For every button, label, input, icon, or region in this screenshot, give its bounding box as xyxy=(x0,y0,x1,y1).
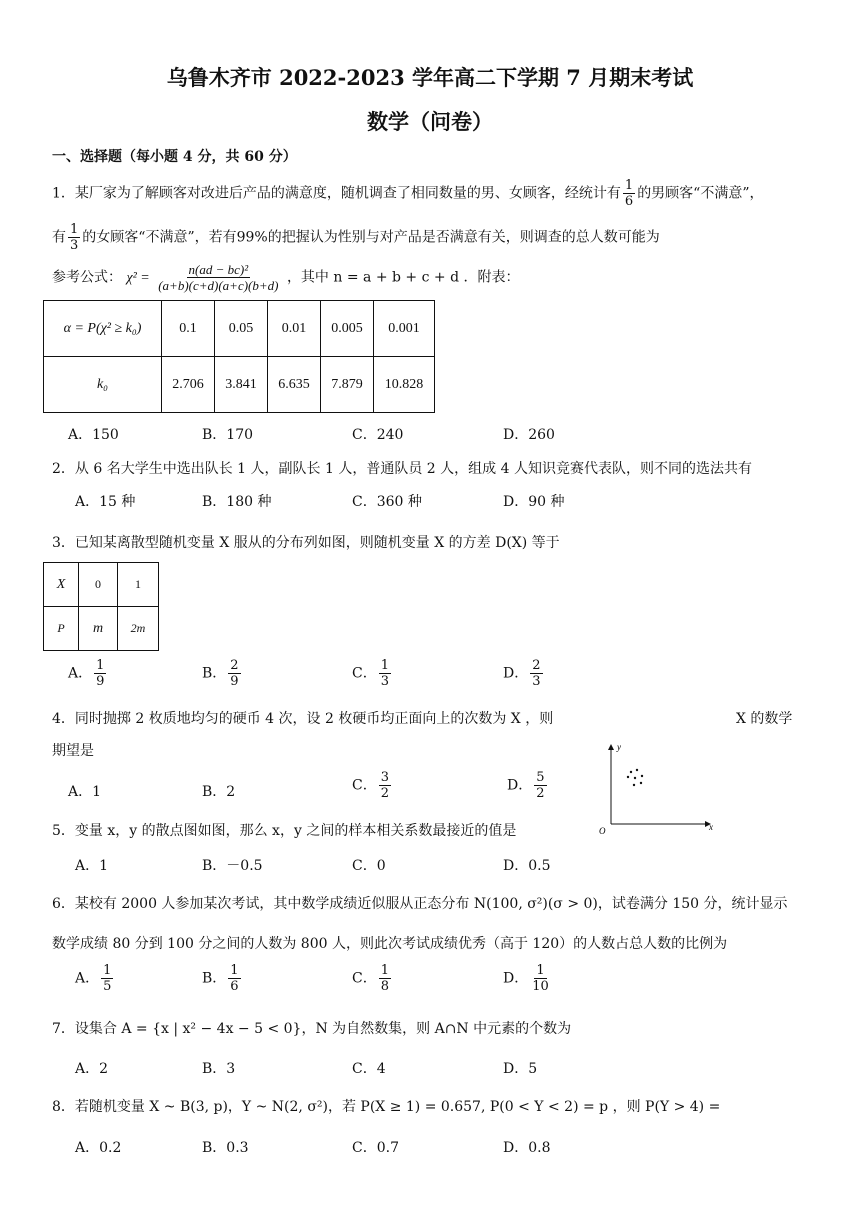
q2-option-d[interactable]: D．90 种 xyxy=(503,494,565,510)
frac-den: 8 xyxy=(380,979,389,994)
q2-option-a[interactable]: A．15 种 xyxy=(75,494,136,510)
option-label: A． xyxy=(68,665,93,682)
q1-option-c[interactable]: C．240 xyxy=(352,427,404,443)
q1-formula xyxy=(52,262,520,293)
table-header-alpha: α = P(χ² ≥ k₀) xyxy=(44,301,162,357)
scatter-point xyxy=(630,771,632,773)
option-label: B． xyxy=(202,970,227,987)
scatter-point xyxy=(636,769,638,771)
scatter-point xyxy=(633,784,635,786)
q4-option-c[interactable] xyxy=(352,770,393,801)
q8-option-c[interactable]: C．0.7 xyxy=(352,1140,399,1156)
dist-cell: 2m xyxy=(118,607,159,651)
q1-fraction-1 xyxy=(623,178,635,209)
scatter-plot-figure xyxy=(595,740,725,840)
frac-den: 6 xyxy=(230,979,239,994)
q1-text-c: 有 xyxy=(52,229,66,246)
formula-fraction xyxy=(156,262,280,293)
q8-option-d[interactable]: D．0.8 xyxy=(503,1140,551,1156)
page-subtitle: 数学（问卷） xyxy=(367,109,493,134)
q6-option-c[interactable] xyxy=(352,963,393,994)
formula-label: 参考公式： xyxy=(52,269,122,286)
frac-den: 9 xyxy=(230,674,239,689)
table-cell: 6.635 xyxy=(268,357,321,413)
q5-option-c[interactable]: C．0 xyxy=(352,858,386,874)
q5-option-a[interactable]: A．1 xyxy=(75,858,109,874)
q4-option-d[interactable] xyxy=(507,770,549,801)
critical-value-table xyxy=(43,300,435,413)
scatter-point xyxy=(641,775,643,777)
question-4-a: 4．同时抛掷 2 枚质地均匀的硬币 4 次，设 2 枚硬币均正面向上的次数为 X ，则 xyxy=(52,711,554,727)
option-label: C． xyxy=(352,970,377,987)
table-cell: 0.005 xyxy=(321,301,374,357)
y-axis-label: y xyxy=(617,742,621,752)
formula-num: n(ad − bc)² xyxy=(188,262,249,277)
option-label: C． xyxy=(352,777,377,794)
frac-den: 10 xyxy=(532,979,549,994)
q6-option-a[interactable] xyxy=(75,963,115,994)
q6-option-b[interactable] xyxy=(202,963,243,994)
dist-cell: X xyxy=(44,563,79,607)
q1-option-b[interactable]: B．170 xyxy=(202,427,254,443)
frac-den: 2 xyxy=(380,786,389,801)
y-axis-arrow xyxy=(608,744,614,750)
table-cell: 0.01 xyxy=(268,301,321,357)
frac-num: 1 xyxy=(103,963,112,978)
question-6-line1: 6．某校有 2000 人参加某次考试，其中数学成绩近似服从正态分布 N(100, σ²)(σ > 0)，试卷满分 150 分，统计显示 xyxy=(52,896,788,912)
table-header-k0: k₀ xyxy=(44,357,162,413)
q1-option-a[interactable]: A．150 xyxy=(68,427,119,443)
q4-option-b[interactable]: B．2 xyxy=(202,784,236,800)
q1-text-a: 1．某厂家为了解顾客对改进后产品的满意度，随机调查了相同数量的男、女顾客，经统计有 xyxy=(52,185,621,202)
q7-option-b[interactable]: B．3 xyxy=(202,1061,236,1077)
frac-num: 1 xyxy=(70,222,79,237)
option-fraction xyxy=(534,770,546,801)
frac-den: 9 xyxy=(96,674,105,689)
frac-den: 3 xyxy=(70,238,79,253)
q7-option-c[interactable]: C．4 xyxy=(352,1061,386,1077)
option-fraction xyxy=(379,770,391,801)
q3-option-c[interactable] xyxy=(352,658,393,689)
frac-num: 2 xyxy=(230,658,239,673)
table-cell: 10.828 xyxy=(374,357,435,413)
q1-text-d: 的女顾客“不满意”，若有99%的把握认为性别与对产品是否满意有关，则调查的总人数可能为 xyxy=(82,229,660,246)
question-8: 8．若随机变量 X ~ B(3, p)，Y ~ N(2, σ²)，若 P(X ≥ 1) = 0.657, P(0 < Y < 2) = p ，则 P(Y > 4) = xyxy=(52,1099,721,1115)
q4-option-a[interactable]: A．1 xyxy=(68,784,102,800)
question-1-line2 xyxy=(52,222,660,253)
q1-option-d[interactable]: D．260 xyxy=(503,427,555,443)
section-heading: 一、选择题（每小题 4 分，共 60 分） xyxy=(52,149,297,165)
q2-option-b[interactable]: B．180 种 xyxy=(202,494,272,510)
question-4-c: 期望是 xyxy=(52,743,94,759)
question-2: 2．从 6 名大学生中选出队长 1 人，副队长 1 人，普通队员 2 人，组成 4 人知识竞赛代表队，则不同的选法共有 xyxy=(52,461,752,477)
frac-den: 5 xyxy=(103,979,112,994)
q7-option-d[interactable]: D．5 xyxy=(503,1061,538,1077)
frac-num: 2 xyxy=(532,658,541,673)
q8-option-b[interactable]: B．0.3 xyxy=(202,1140,249,1156)
option-fraction xyxy=(228,658,240,689)
frac-num: 1 xyxy=(230,963,239,978)
frac-num: 1 xyxy=(624,178,634,193)
option-label: A． xyxy=(75,970,100,987)
option-label: C． xyxy=(352,665,377,682)
origin-label: O xyxy=(599,826,606,836)
frac-num: 5 xyxy=(536,770,545,785)
question-5: 5．变量 x，y 的散点图如图，那么 x，y 之间的样本相关系数最接近的值是 xyxy=(52,823,517,839)
table-cell: 0.05 xyxy=(215,301,268,357)
frac-num: 1 xyxy=(96,658,105,673)
table-cell: 0.001 xyxy=(374,301,435,357)
option-fraction xyxy=(379,963,391,994)
question-6-line2: 数学成绩 80 分到 100 分之间的人数为 800 人，则此次考试成绩优秀（高于 120）的人数占总人数的比例为 xyxy=(52,936,728,952)
question-4-b: X 的数学 xyxy=(736,711,793,727)
dist-cell: 0 xyxy=(79,563,118,607)
frac-num: 1 xyxy=(380,963,389,978)
formula-lhs: χ² = xyxy=(126,270,150,286)
option-fraction xyxy=(228,963,240,994)
table-cell: 0.1 xyxy=(162,301,215,357)
frac-den: 2 xyxy=(536,786,545,801)
question-3: 3．已知某离散型随机变量 X 服从的分布列如图，则随机变量 X 的方差 D(X) 等于 xyxy=(52,535,560,551)
q1-text-b: 的男顾客“不满意”， xyxy=(637,185,764,202)
x-axis-label: x xyxy=(709,822,713,832)
q2-option-c[interactable]: C．360 种 xyxy=(352,494,422,510)
scatter-point xyxy=(634,777,636,779)
q5-option-d[interactable]: D．0.5 xyxy=(503,858,551,874)
formula-tail: ，其中 n = a + b + c + d ．附表： xyxy=(286,269,520,286)
table-cell: 2.706 xyxy=(162,357,215,413)
distribution-table xyxy=(43,562,159,651)
dist-cell: m xyxy=(79,607,118,651)
dist-cell: 1 xyxy=(118,563,159,607)
q8-option-a[interactable]: A．0.2 xyxy=(75,1140,122,1156)
option-fraction xyxy=(379,658,391,689)
frac-num: 1 xyxy=(380,658,389,673)
option-fraction xyxy=(101,963,113,994)
page-title: 乌鲁木齐市 2022-2023 学年高二下学期 7 月期末考试 xyxy=(166,65,694,90)
question-7: 7．设集合 A = {x | x² − 4x − 5 < 0}，N 为自然数集，则 A∩N 中元素的个数为 xyxy=(52,1021,572,1037)
frac-den: 3 xyxy=(380,674,389,689)
q3-option-a[interactable] xyxy=(68,658,108,689)
q5-option-b[interactable]: B．－0.5 xyxy=(202,858,263,874)
option-fraction xyxy=(94,658,106,689)
table-cell: 3.841 xyxy=(215,357,268,413)
scatter-point xyxy=(627,776,629,778)
frac-num: 1 xyxy=(536,963,545,978)
dist-cell: P xyxy=(44,607,79,651)
question-1-line1 xyxy=(52,178,764,209)
q1-fraction-2 xyxy=(68,222,80,253)
option-fraction xyxy=(530,658,542,689)
formula-den: (a+b)(c+d)(a+c)(b+d) xyxy=(158,278,279,293)
option-label: D． xyxy=(507,777,533,794)
table-cell: 7.879 xyxy=(321,357,374,413)
q7-option-a[interactable]: A．2 xyxy=(75,1061,109,1077)
q3-option-d[interactable] xyxy=(503,658,545,689)
q3-option-b[interactable] xyxy=(202,658,243,689)
option-label: D． xyxy=(503,665,529,682)
option-fraction xyxy=(530,963,551,994)
option-label: D． xyxy=(503,970,529,987)
frac-den: 6 xyxy=(624,194,634,209)
frac-den: 3 xyxy=(532,674,541,689)
scatter-point xyxy=(640,782,642,784)
option-label: B． xyxy=(202,665,227,682)
frac-num: 3 xyxy=(380,770,389,785)
q6-option-d[interactable] xyxy=(503,963,553,994)
